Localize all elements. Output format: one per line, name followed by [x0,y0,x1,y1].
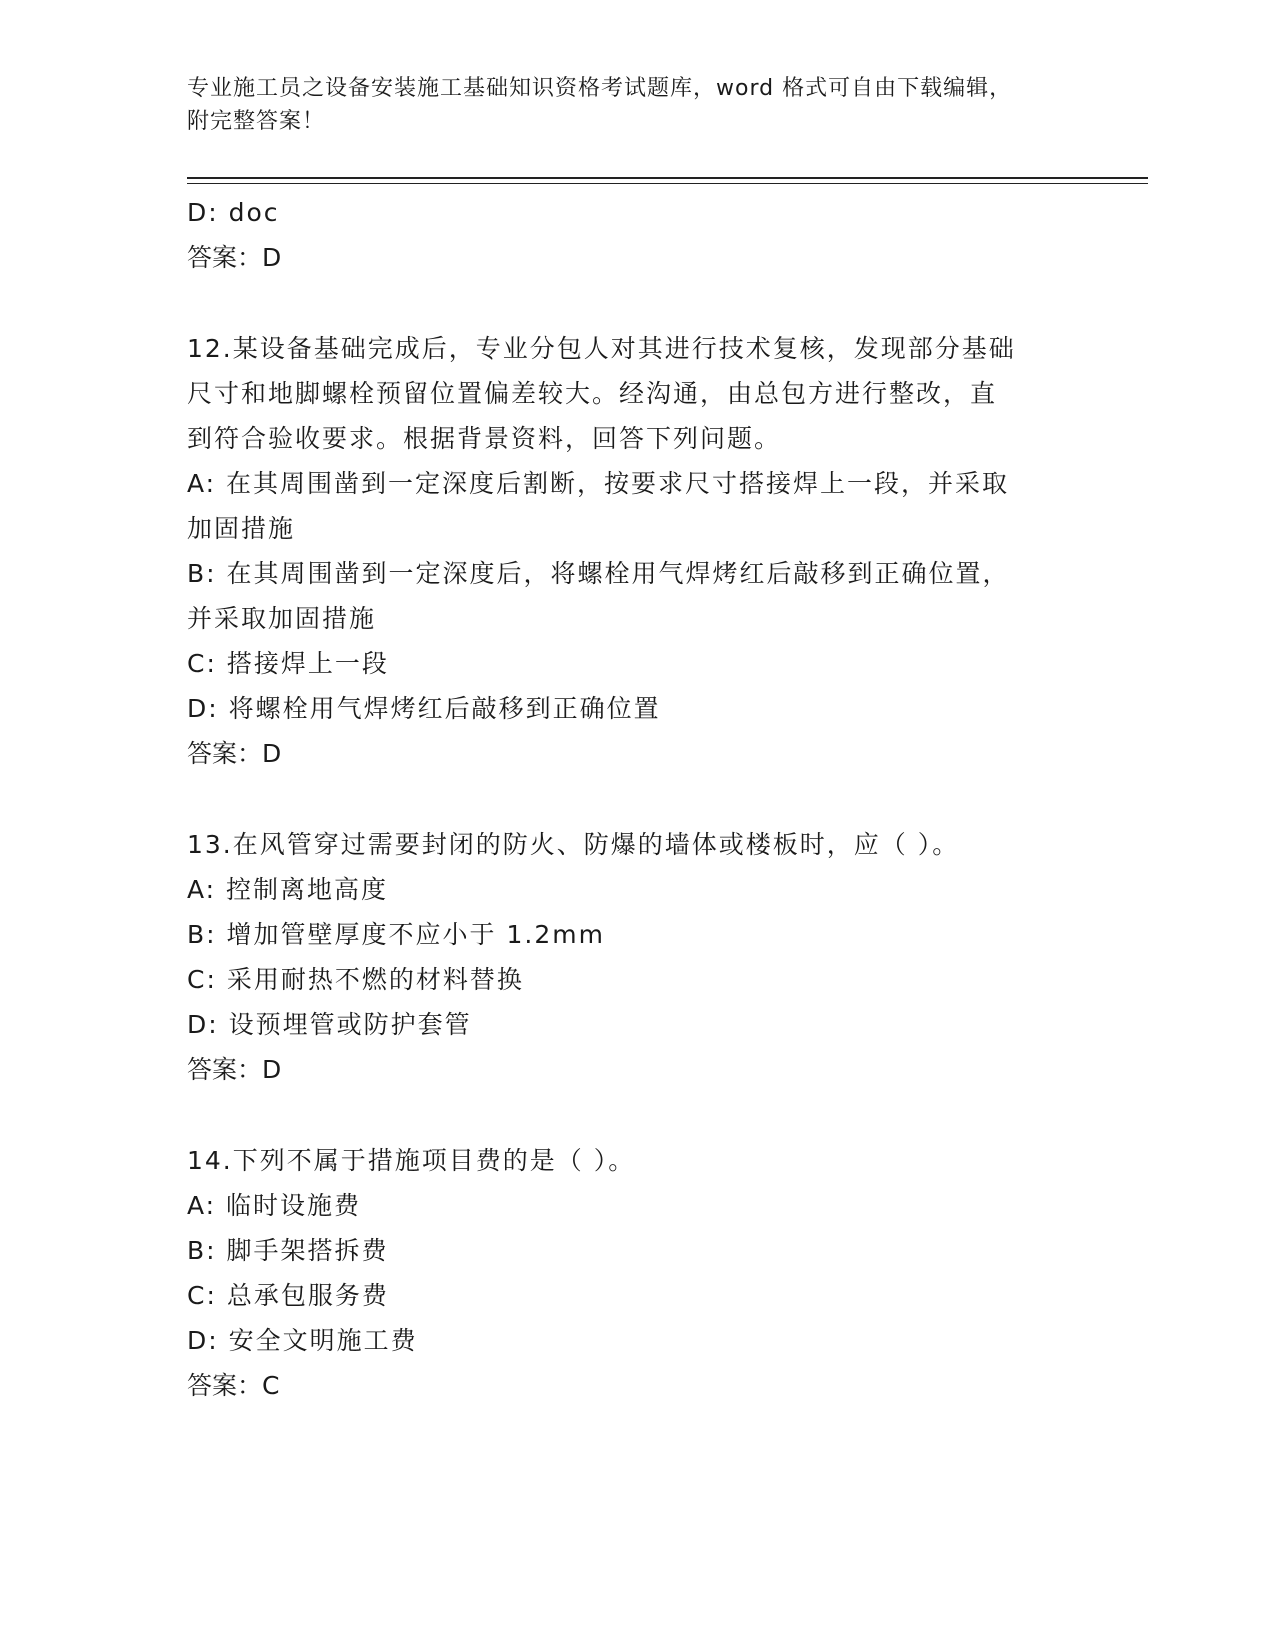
question-13 [187,822,1087,1092]
option-d: D: 安全文明施工费 [187,1326,418,1355]
option-a-cont: 加固措施 [187,514,296,543]
option-b: B: 在其周围凿到一定深度后，将螺栓用气焊烤红后敲移到正确位置， [187,559,1010,588]
question-line: 14.下列不属于措施项目费的是（ ）。 [187,1146,636,1175]
header-line-1: 专业施工员之设备安装施工基础知识资格考试题库，word 格式可自由下载编辑， [187,76,1013,101]
question-12 [187,326,1087,776]
option-a: A: 临时设施费 [187,1191,362,1220]
question-line: 13.在风管穿过需要封闭的防火、防爆的墙体或楼板时，应（ ）。 [187,830,960,859]
answer: 答案：C [187,1371,280,1400]
option-c: C: 采用耐热不燃的材料替换 [187,965,524,994]
question-line: 到符合验收要求。根据背景资料，回答下列问题。 [187,424,782,453]
option-a: A: 在其周围凿到一定深度后割断，按要求尺寸搭接焊上一段，并采取 [187,469,1010,498]
option-b: B: 增加管壁厚度不应小于 1.2mm [187,920,605,949]
document-header [187,72,1087,138]
option-c: C: 总承包服务费 [187,1281,389,1310]
option-d: D: 设预埋管或防护套管 [187,1010,472,1039]
answer: 答案：D [187,1055,282,1084]
option-d: D: doc [187,198,280,227]
question-line: 尺寸和地脚螺栓预留位置偏差较大。经沟通，由总包方进行整改，直 [187,379,998,408]
question-list [187,190,1087,1408]
header-line-2: 附完整答案！ [187,109,326,134]
option-b: B: 脚手架搭拆费 [187,1236,389,1265]
option-c: C: 搭接焊上一段 [187,649,389,678]
option-d: D: 将螺栓用气焊烤红后敲移到正确位置 [187,694,661,723]
answer: 答案：D [187,243,282,272]
option-a: A: 控制离地高度 [187,875,389,904]
header-rule-thin [187,183,1148,184]
question-14 [187,1138,1087,1408]
question-line: 12.某设备基础完成后，专业分包人对其进行技术复核，发现部分基础 [187,334,1016,363]
answer: 答案：D [187,739,282,768]
option-b-cont: 并采取加固措施 [187,604,377,633]
header-rule-thick [187,177,1148,179]
